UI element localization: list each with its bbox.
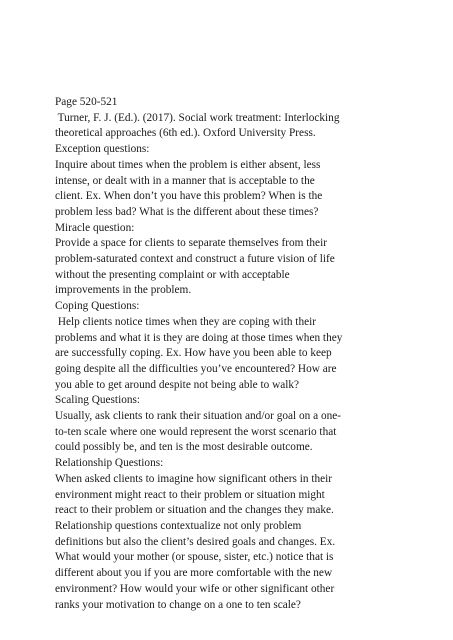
document-body: [55, 95, 407, 613]
body-text-line: What would your mother (or spouse, sister, etc.) notice that is: [55, 551, 334, 564]
body-text-line: Usually, ask clients to rank their situation and/or goal on a one-: [55, 410, 342, 423]
body-text-line: problem less bad? What is the different about these times?: [55, 205, 319, 218]
body-text-line: environment might react to their problem or situation might: [55, 488, 325, 501]
body-text-line: problems and what it is they are doing at those times when they: [55, 331, 343, 344]
section-heading: Relationship Questions:: [55, 457, 164, 470]
page-range-line: Page 520-521: [55, 96, 118, 108]
body-text-line: could possibly be, and ten is the most desirable outcome.: [55, 441, 313, 454]
body-text-line: problem-saturated context and construct a future vision of life: [55, 253, 335, 266]
body-text-line: ranks your motivation to change on a one to ten scale?: [55, 598, 301, 611]
body-text-line: improvements in the problem.: [55, 284, 192, 297]
body-text-line: Help clients notice times when they are coping with their: [55, 315, 317, 328]
body-text-line: Inquire about times when the problem is either absent, less: [55, 158, 321, 171]
section-heading: Miracle question:: [55, 221, 135, 234]
section-heading: Scaling Questions:: [55, 394, 141, 407]
body-text-line: going despite all the difficulties you’ve encountered? How are: [55, 362, 337, 375]
citation-line: Turner, F. J. (Ed.). (2017). Social work treatment: Interlocking: [55, 111, 340, 124]
section-heading: Exception questions:: [55, 143, 150, 156]
body-text-line: react to their problem or situation and the changes they make.: [55, 504, 334, 517]
body-text-line: without the presenting complaint or with acceptable: [55, 268, 290, 281]
body-text-line: Relationship questions contextualize not only problem: [55, 519, 302, 532]
body-text-line: client. Ex. When don’t you have this problem? When is the: [55, 190, 323, 203]
body-text-line: When asked clients to imagine how significant others in their: [55, 472, 333, 485]
citation-line: theoretical approaches (6th ed.). Oxford University Press.: [55, 127, 316, 140]
body-text-line: are successfully coping. Ex. How have you been able to keep: [55, 347, 332, 360]
body-text-line: to-ten scale where one would represent the worst scenario that: [55, 425, 337, 438]
body-text-line: intense, or dealt with in a manner that is acceptable to the: [55, 174, 315, 187]
body-text-line: Provide a space for clients to separate themselves from their: [55, 237, 327, 250]
body-text-line: definitions but also the client’s desired goals and changes. Ex.: [55, 535, 336, 548]
body-text-line: you able to get around despite not being able to walk?: [55, 378, 300, 391]
section-heading: Coping Questions:: [55, 300, 140, 313]
body-text-line: different about you if you are more comfortable with the new: [55, 567, 333, 580]
body-text-line: environment? How would your wife or other significant other: [55, 582, 335, 595]
